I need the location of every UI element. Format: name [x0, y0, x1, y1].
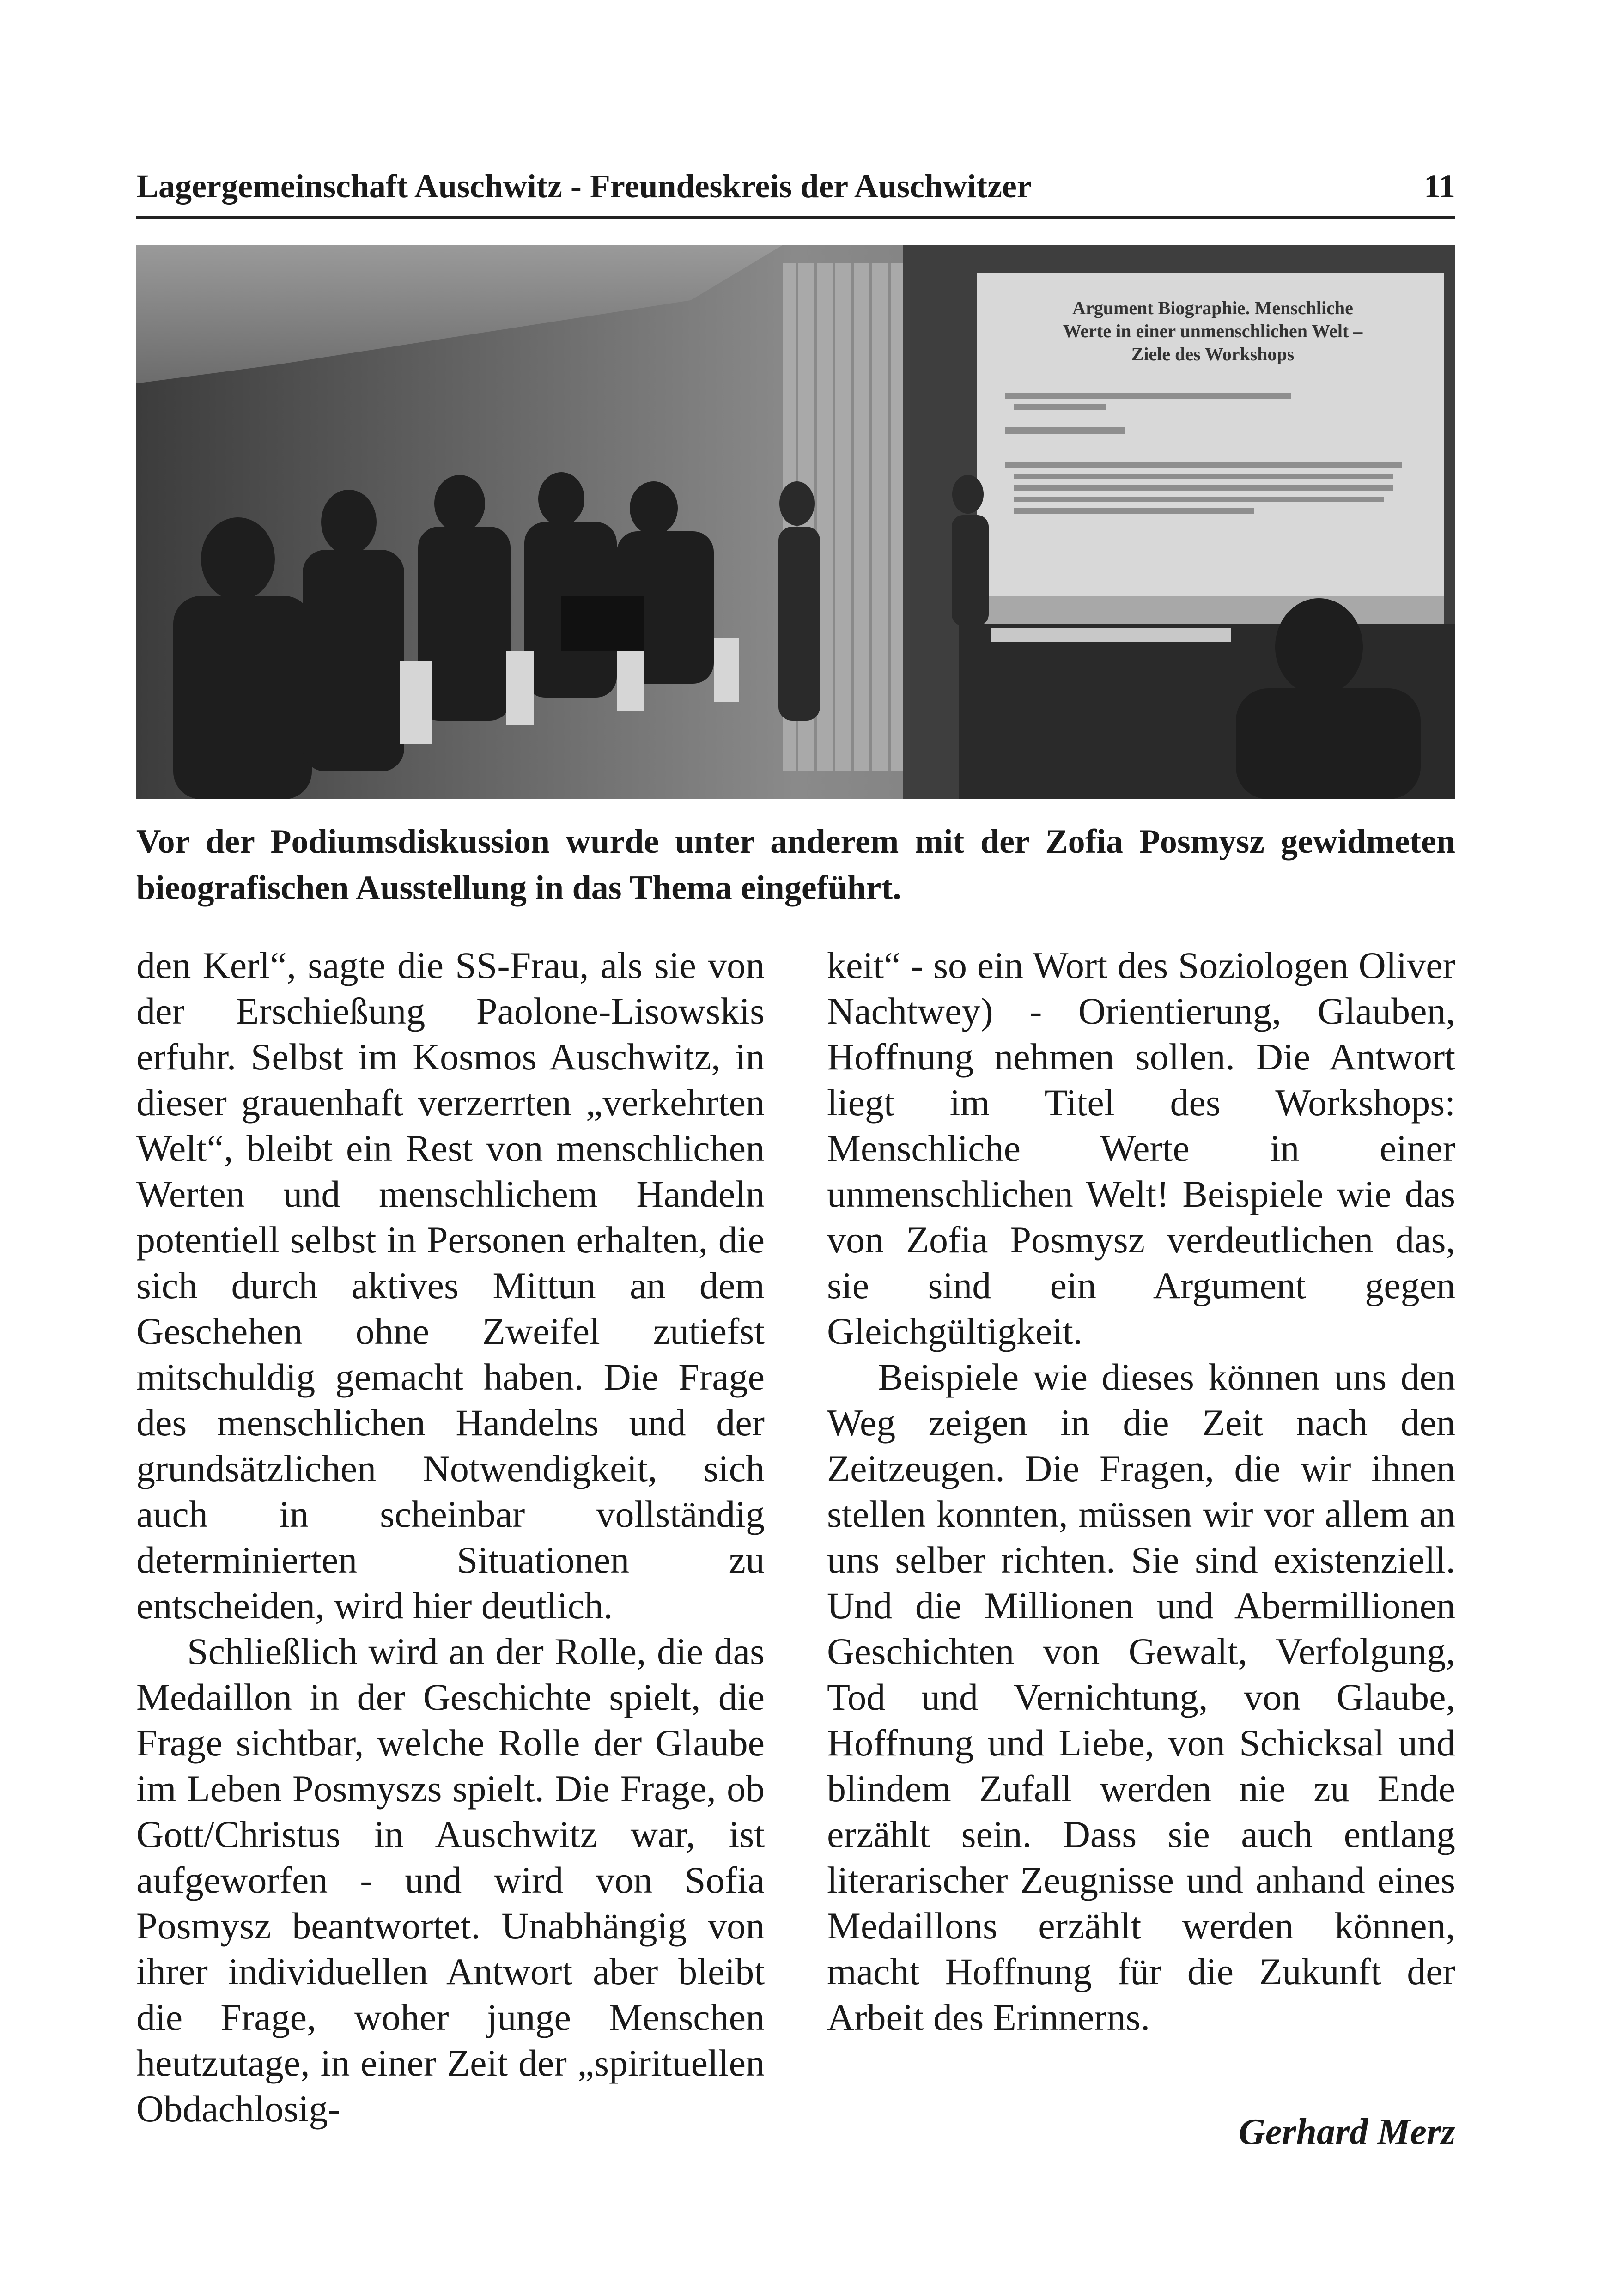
paragraph: Beispiele wie dieses können uns den Weg zeigen in die Zeit nach den Zeitzeugen. Die Fragen, die wir ihnen stellen konnten, müssen wir vor allem an uns selber richten. Sie sind existenziell. Und die Millionen und Abermillionen Geschichten von Gewalt, Verfolgung, Tod und Vernichtung, von Glaube, Hoffnung und Liebe, von Schicksal und blindem Zufall werden nie zu Ende erzählt sein. Dass sie auch entlang literarischer Zeugnisse und anhand eines Medaillons erzählt werden können, macht Hoffnung für die Zukunft der Arbeit des Erinnerns. [827, 1356, 1455, 2038]
slide-title-line-2: Werte in einer unmenschlichen Welt – [1063, 321, 1363, 341]
photo-illustration [136, 245, 1455, 799]
author-signature: Gerhard Merz [1239, 2112, 1455, 2152]
event-photo [136, 245, 1455, 799]
photo-caption: Vor der Podiumsdiskussion wurde unter anderem mit der Zofia Posmysz gewidmeten bieografischen Ausstellung in das Thema eingeführt. [136, 823, 1455, 907]
paragraph: den Kerl“, sagte die SS-Frau, als sie von der Erschießung Paolone-Lisowskis erfuhr. Selbst im Kosmos Auschwitz, in dieser grauenhaft verzerrten „verkehrten Welt“, bleibt ein Rest von menschlichen Werten und menschlichem Handeln potentiell selbst in Personen erhalten, die sich durch aktives Mittun an dem Geschehen ohne Zweifel zutiefst mitschuldig gemacht haben. Die Frage des menschlichen Handelns und der grundsätzlichen Notwendigkeit, sich auch in scheinbar vollständig determinierten Situationen zu entscheiden, wird hier deutlich. [136, 944, 765, 1627]
text-column-right [827, 942, 1455, 2040]
slide-title-line-3: Ziele des Workshops [1131, 344, 1295, 364]
text-column-left [136, 942, 765, 2132]
running-header [136, 164, 1455, 219]
paragraph: Schließlich wird an der Rolle, die das Medaillon in der Geschichte spielt, die Frage sichtbar, welche Rolle der Glaube im Leben Posmyszs spielt. Die Frage, ob Gott/Christus in Auschwitz war, ist aufgeworfen - und wird von Sofia Posmysz beantwortet. Unabhängig von ihrer individuellen Antwort aber bleibt die Frage, woher junge Menschen heutzutage, in einer Zeit der „spirituellen Obdachlosig- [136, 1630, 765, 2130]
video-camera [561, 596, 644, 651]
publication-title: Lagergemeinschaft Auschwitz - Freundeskreis der Auschwitzer [136, 168, 1032, 205]
page-number: 11 [1423, 168, 1455, 205]
slide-title-line-1: Argument Biographie. Menschliche [1072, 298, 1353, 318]
paragraph: keit“ - so ein Wort des Soziologen Oliver Nachtwey) - Orientierung, Glauben, Hoffnung nehmen sollen. Die Antwort liegt im Titel des Workshops: Menschliche Werte in einer unmenschlichen Welt! Beispiele wie das von Zofia Posmysz verdeutlichen das, sie sind ein Argument gegen Gleichgültigkeit. [827, 944, 1455, 1352]
